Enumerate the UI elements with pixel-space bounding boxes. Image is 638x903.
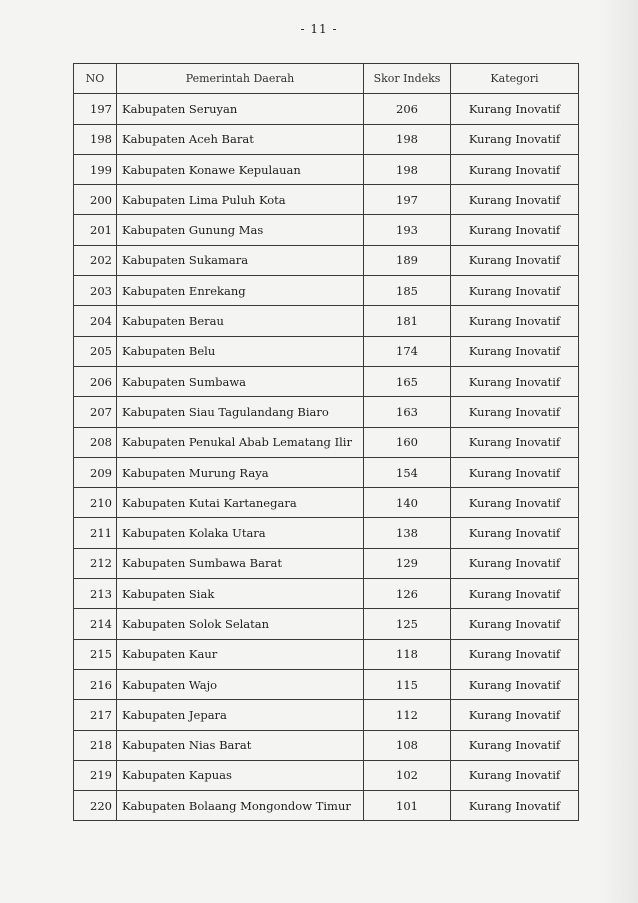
category-label: Kurang Inovatif bbox=[451, 548, 579, 578]
row-number: 212 bbox=[74, 548, 117, 578]
region-name: Kabupaten Sumbawa bbox=[117, 366, 364, 396]
row-number: 205 bbox=[74, 336, 117, 366]
table-row bbox=[74, 397, 579, 427]
header-category: Kategori bbox=[451, 64, 579, 94]
region-name: Kabupaten Jepara bbox=[117, 700, 364, 730]
category-label: Kurang Inovatif bbox=[451, 488, 579, 518]
table-row bbox=[74, 124, 579, 154]
table-row bbox=[74, 579, 579, 609]
index-score: 185 bbox=[364, 276, 451, 306]
region-name: Kabupaten Belu bbox=[117, 336, 364, 366]
region-name: Kabupaten Gunung Mas bbox=[117, 215, 364, 245]
row-number: 209 bbox=[74, 457, 117, 487]
index-score: 181 bbox=[364, 306, 451, 336]
region-name: Kabupaten Enrekang bbox=[117, 276, 364, 306]
category-label: Kurang Inovatif bbox=[451, 215, 579, 245]
table-row bbox=[74, 427, 579, 457]
table-row bbox=[74, 366, 579, 396]
category-label: Kurang Inovatif bbox=[451, 457, 579, 487]
row-number: 214 bbox=[74, 609, 117, 639]
index-score: 198 bbox=[364, 124, 451, 154]
row-number: 206 bbox=[74, 366, 117, 396]
region-name: Kabupaten Aceh Barat bbox=[117, 124, 364, 154]
category-label: Kurang Inovatif bbox=[451, 730, 579, 760]
index-score: 140 bbox=[364, 488, 451, 518]
category-label: Kurang Inovatif bbox=[451, 154, 579, 184]
region-name: Kabupaten Nias Barat bbox=[117, 730, 364, 760]
region-name: Kabupaten Solok Selatan bbox=[117, 609, 364, 639]
index-score: 125 bbox=[364, 609, 451, 639]
category-label: Kurang Inovatif bbox=[451, 518, 579, 548]
category-label: Kurang Inovatif bbox=[451, 427, 579, 457]
category-label: Kurang Inovatif bbox=[451, 366, 579, 396]
row-number: 204 bbox=[74, 306, 117, 336]
table-row bbox=[74, 639, 579, 669]
table-header-row bbox=[74, 64, 579, 94]
index-score: 101 bbox=[364, 791, 451, 821]
row-number: 197 bbox=[74, 94, 117, 124]
table-row bbox=[74, 488, 579, 518]
table-row bbox=[74, 276, 579, 306]
region-name: Kabupaten Kapuas bbox=[117, 760, 364, 790]
table-row bbox=[74, 791, 579, 821]
category-label: Kurang Inovatif bbox=[451, 700, 579, 730]
region-name: Kabupaten Lima Puluh Kota bbox=[117, 185, 364, 215]
row-number: 207 bbox=[74, 397, 117, 427]
region-name: Kabupaten Murung Raya bbox=[117, 457, 364, 487]
category-label: Kurang Inovatif bbox=[451, 760, 579, 790]
row-number: 218 bbox=[74, 730, 117, 760]
index-score: 154 bbox=[364, 457, 451, 487]
index-score: 160 bbox=[364, 427, 451, 457]
page-edge-shadow bbox=[598, 0, 638, 903]
row-number: 199 bbox=[74, 154, 117, 184]
table-row bbox=[74, 336, 579, 366]
table-row bbox=[74, 730, 579, 760]
row-number: 217 bbox=[74, 700, 117, 730]
region-name: Kabupaten Sumbawa Barat bbox=[117, 548, 364, 578]
table-row bbox=[74, 154, 579, 184]
table-row bbox=[74, 609, 579, 639]
category-label: Kurang Inovatif bbox=[451, 124, 579, 154]
index-score: 174 bbox=[364, 336, 451, 366]
header-no: NO bbox=[74, 64, 117, 94]
table-row bbox=[74, 518, 579, 548]
index-score: 108 bbox=[364, 730, 451, 760]
header-score: Skor Indeks bbox=[364, 64, 451, 94]
category-label: Kurang Inovatif bbox=[451, 609, 579, 639]
row-number: 200 bbox=[74, 185, 117, 215]
region-name: Kabupaten Berau bbox=[117, 306, 364, 336]
category-label: Kurang Inovatif bbox=[451, 639, 579, 669]
row-number: 213 bbox=[74, 579, 117, 609]
category-label: Kurang Inovatif bbox=[451, 669, 579, 699]
row-number: 216 bbox=[74, 669, 117, 699]
region-name: Kabupaten Kutai Kartanegara bbox=[117, 488, 364, 518]
region-name: Kabupaten Penukal Abab Lematang Ilir bbox=[117, 427, 364, 457]
index-score: 126 bbox=[364, 579, 451, 609]
region-name: Kabupaten Konawe Kepulauan bbox=[117, 154, 364, 184]
index-score: 206 bbox=[364, 94, 451, 124]
row-number: 203 bbox=[74, 276, 117, 306]
index-score: 112 bbox=[364, 700, 451, 730]
region-name: Kabupaten Siau Tagulandang Biaro bbox=[117, 397, 364, 427]
index-score: 198 bbox=[364, 154, 451, 184]
row-number: 220 bbox=[74, 791, 117, 821]
index-score: 165 bbox=[364, 366, 451, 396]
table-row bbox=[74, 185, 579, 215]
row-number: 201 bbox=[74, 215, 117, 245]
region-name: Kabupaten Kaur bbox=[117, 639, 364, 669]
row-number: 211 bbox=[74, 518, 117, 548]
table-row bbox=[74, 760, 579, 790]
table-row bbox=[74, 548, 579, 578]
index-table bbox=[73, 63, 579, 821]
index-score: 197 bbox=[364, 185, 451, 215]
table-row bbox=[74, 306, 579, 336]
category-label: Kurang Inovatif bbox=[451, 245, 579, 275]
table-row bbox=[74, 245, 579, 275]
index-score: 102 bbox=[364, 760, 451, 790]
category-label: Kurang Inovatif bbox=[451, 94, 579, 124]
table-row bbox=[74, 215, 579, 245]
category-label: Kurang Inovatif bbox=[451, 276, 579, 306]
region-name: Kabupaten Seruyan bbox=[117, 94, 364, 124]
row-number: 202 bbox=[74, 245, 117, 275]
row-number: 215 bbox=[74, 639, 117, 669]
region-name: Kabupaten Bolaang Mongondow Timur bbox=[117, 791, 364, 821]
region-name: Kabupaten Siak bbox=[117, 579, 364, 609]
row-number: 208 bbox=[74, 427, 117, 457]
page-number: - 11 - bbox=[300, 22, 338, 36]
category-label: Kurang Inovatif bbox=[451, 336, 579, 366]
table-row bbox=[74, 94, 579, 124]
table-row bbox=[74, 457, 579, 487]
index-score: 193 bbox=[364, 215, 451, 245]
index-score: 163 bbox=[364, 397, 451, 427]
table-row bbox=[74, 669, 579, 699]
category-label: Kurang Inovatif bbox=[451, 397, 579, 427]
index-score: 189 bbox=[364, 245, 451, 275]
row-number: 219 bbox=[74, 760, 117, 790]
region-name: Kabupaten Wajo bbox=[117, 669, 364, 699]
row-number: 198 bbox=[74, 124, 117, 154]
index-score: 115 bbox=[364, 669, 451, 699]
category-label: Kurang Inovatif bbox=[451, 579, 579, 609]
table-row bbox=[74, 700, 579, 730]
category-label: Kurang Inovatif bbox=[451, 791, 579, 821]
row-number: 210 bbox=[74, 488, 117, 518]
region-name: Kabupaten Kolaka Utara bbox=[117, 518, 364, 548]
region-name: Kabupaten Sukamara bbox=[117, 245, 364, 275]
category-label: Kurang Inovatif bbox=[451, 306, 579, 336]
index-score: 129 bbox=[364, 548, 451, 578]
index-score: 138 bbox=[364, 518, 451, 548]
header-region: Pemerintah Daerah bbox=[117, 64, 364, 94]
index-score: 118 bbox=[364, 639, 451, 669]
category-label: Kurang Inovatif bbox=[451, 185, 579, 215]
